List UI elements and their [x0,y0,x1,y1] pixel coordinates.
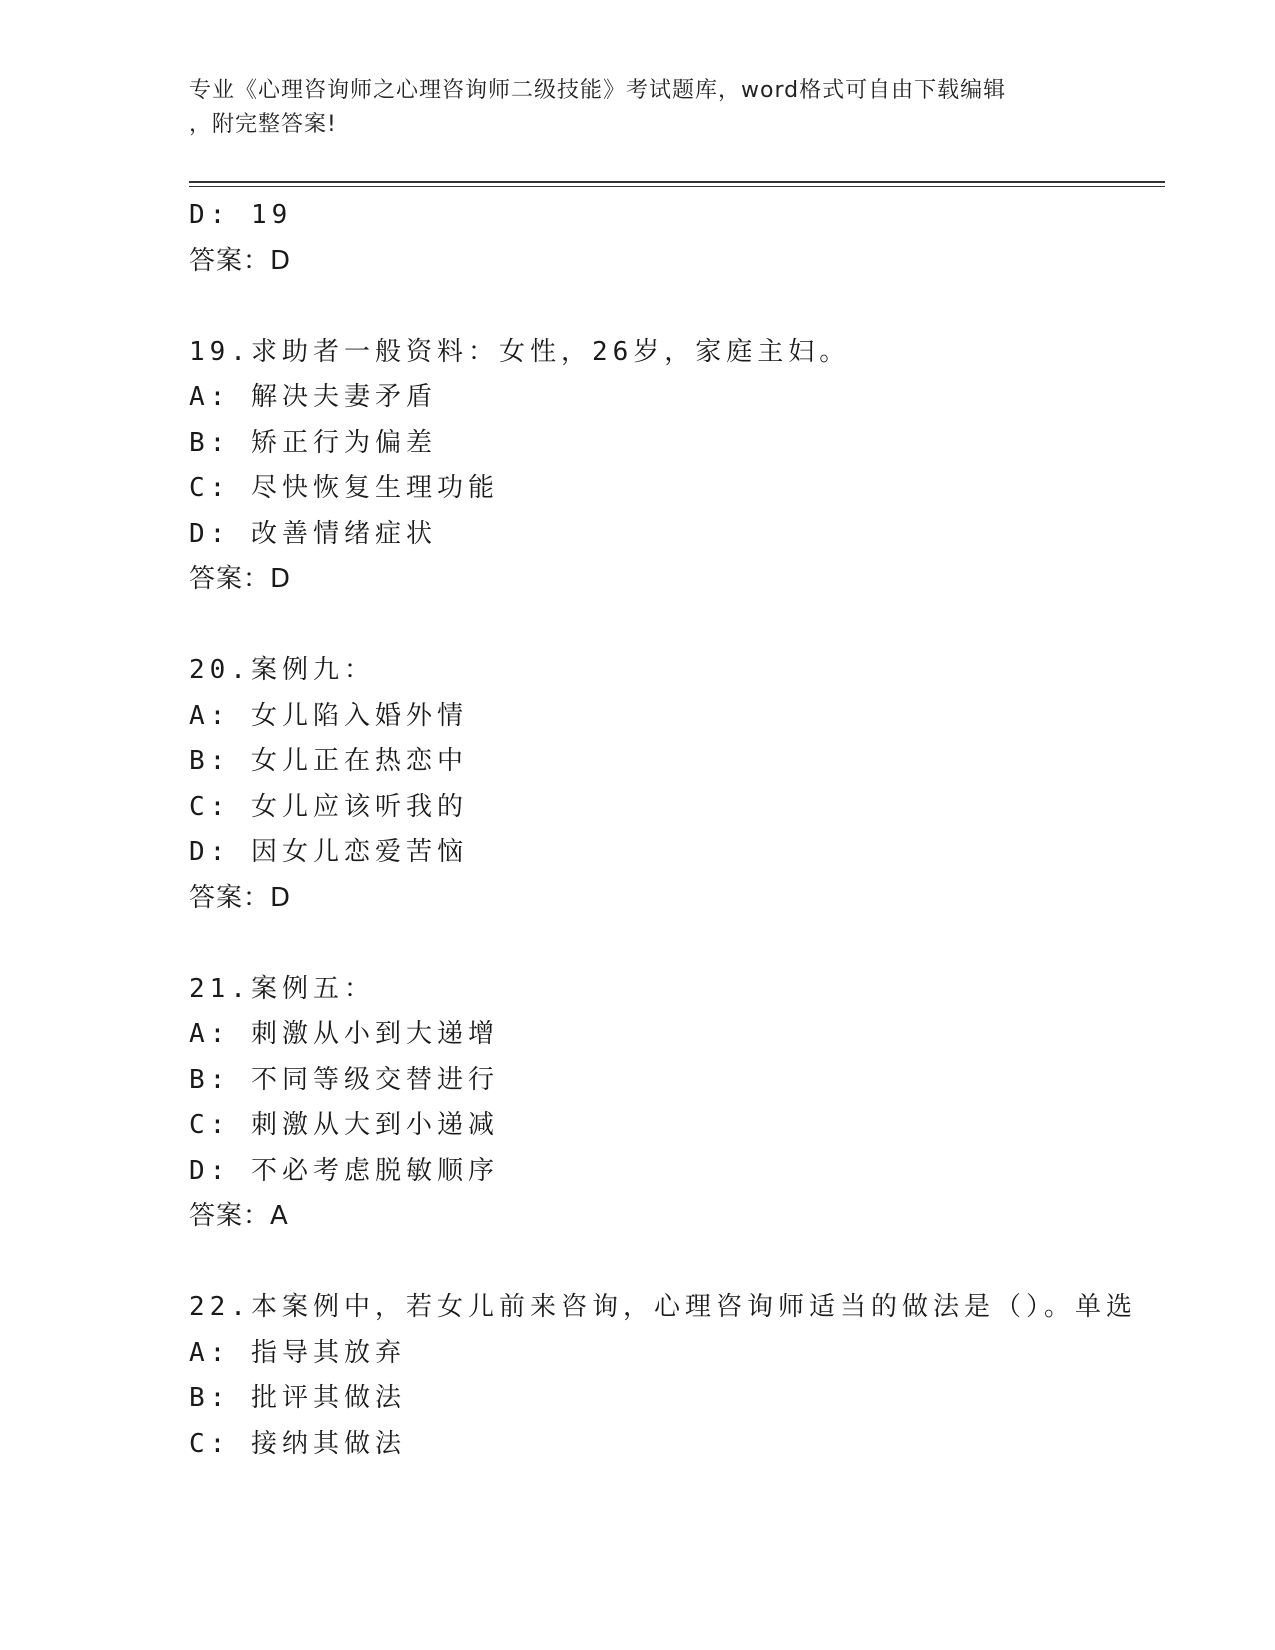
option-c: C: 接纳其做法 [189,1428,406,1459]
question-list [189,193,1165,1467]
option-b: B: 女儿正在热恋中 [189,746,468,776]
question-stem: 20.案例九： [189,655,375,685]
question-22 [189,1285,1165,1467]
answer-line: 答案：D [189,882,292,913]
option-c: C: 女儿应该听我的 [189,791,468,822]
header-line-1: 专业《心理咨询师之心理咨询师二级技能》考试题库，word格式可自由下载编辑 [189,78,1007,103]
option-a: A: 女儿陷入婚外情 [189,700,468,731]
question-19 [189,330,1165,603]
option-c: C: 刺激从大到小递减 [189,1110,499,1140]
option-d: D: 19 [189,200,293,230]
question-stem: 22.本案例中，若女儿前来咨询，心理咨询师适当的做法是（）。单选 [189,1292,1137,1322]
question-stem: 21.案例五： [189,973,375,1004]
option-b: B: 批评其做法 [189,1383,406,1413]
option-d: D: 不必考虑脱敏顺序 [189,1155,499,1186]
option-d: D: 因女儿恋爱苦恼 [189,837,468,867]
option-a: A: 指导其放弃 [189,1337,406,1368]
document-header [189,74,1079,142]
answer-line: 答案：A [189,1201,289,1231]
header-divider-thick [189,181,1165,183]
option-b: B: 矫正行为偏差 [189,427,437,458]
option-b: B: 不同等级交替进行 [189,1064,499,1095]
question-20 [189,648,1165,921]
question-21 [189,967,1165,1240]
header-divider-thin [189,186,1165,187]
question-18-tail [189,193,1165,284]
option-d: D: 改善情绪症状 [189,518,437,549]
option-a: A: 刺激从小到大递增 [189,1019,499,1049]
option-a: A: 解决夫妻矛盾 [189,382,437,412]
question-stem: 19.求助者一般资料：女性，26岁，家庭主妇。 [189,336,851,367]
option-c: C: 尽快恢复生理功能 [189,473,499,503]
answer-line: 答案：D [189,245,292,276]
answer-line: 答案：D [189,564,292,594]
header-line-2: ，附完整答案! [189,112,337,137]
